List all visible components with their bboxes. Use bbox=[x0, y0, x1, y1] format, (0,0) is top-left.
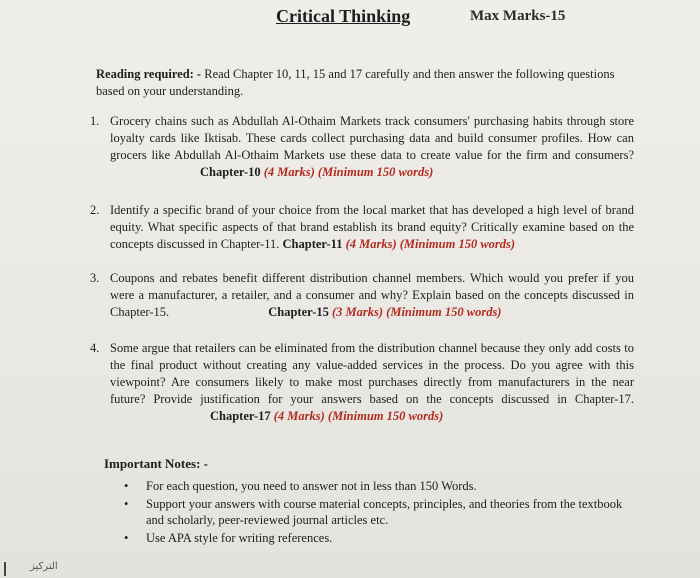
header bbox=[0, 6, 700, 30]
question-number: 1. bbox=[90, 114, 100, 128]
question-number: 3. bbox=[90, 271, 100, 285]
question-number: 4. bbox=[90, 341, 100, 355]
footer-strip bbox=[0, 560, 700, 578]
page-title: Critical Thinking bbox=[276, 6, 411, 26]
divider bbox=[4, 562, 6, 576]
bullet-icon: • bbox=[124, 497, 129, 511]
question-requirement: (4 Marks) (Minimum 150 words) bbox=[345, 237, 516, 251]
note-item bbox=[120, 496, 640, 528]
question-text: Grocery chains such as Abdullah Al-Othaim Markets track consumers' purchasing habits through store loyalty cards like Iktisab. These cards collect purchasing data and build consumer profiles. How can grocers like Abdullah Al-Othaim Markets use these data to create value for the firm and consumers? bbox=[110, 114, 634, 162]
max-marks: Max Marks-15 bbox=[470, 8, 566, 24]
important-notes-list bbox=[120, 478, 640, 548]
question-requirement: (4 Marks) (Minimum 150 words) bbox=[273, 409, 444, 423]
question-4 bbox=[110, 340, 634, 425]
question-1 bbox=[110, 113, 634, 181]
question-requirement: (3 Marks) (Minimum 150 words) bbox=[332, 305, 502, 319]
important-notes-heading: Important Notes: - bbox=[104, 456, 208, 471]
reading-required-text: Read Chapter 10, 11, 15 and 17 carefully and then answer the following questions based on your understanding. bbox=[96, 67, 615, 98]
question-chapter: Chapter-10 bbox=[200, 165, 261, 179]
question-text: Some argue that retailers can be eliminated from the distribution channel because they only add costs to the final product without creating any value-added services in the process. Do you agree with this viewpoint? Are consumers likely to make most purchases directly from manufacturers in the near future? Provide justification for your answers based on the concepts discussed in Chapter-17. bbox=[110, 341, 634, 406]
note-text: Use APA style for writing references. bbox=[146, 531, 333, 545]
question-chapter: Chapter-15 bbox=[268, 305, 329, 319]
question-requirement: (4 Marks) (Minimum 150 words) bbox=[263, 165, 434, 179]
reading-required bbox=[96, 66, 638, 100]
question-3 bbox=[110, 270, 634, 321]
question-number: 2. bbox=[90, 203, 100, 217]
note-item bbox=[120, 478, 640, 494]
question-text: Coupons and rebates benefit different distribution channel members. Which would you prefer if you were a manufacturer, a retailer, and a consumer and why? Explain based on the concepts discussed in Chapter-15. bbox=[110, 271, 634, 319]
bullet-icon: • bbox=[124, 531, 129, 545]
note-text: For each question, you need to answer not in less than 150 Words. bbox=[146, 479, 477, 493]
reading-required-label: Reading required: - bbox=[96, 67, 205, 81]
question-chapter: Chapter-11 bbox=[282, 237, 343, 251]
note-item bbox=[120, 530, 640, 546]
question-chapter: Chapter-17 bbox=[210, 409, 271, 423]
bullet-icon: • bbox=[124, 479, 129, 493]
question-text: Identify a specific brand of your choice from the local market that has developed a high level of brand equity. What specific aspects of that brand establish its brand equity? Critically examine based on the concepts discussed in Chapter-11. bbox=[110, 203, 634, 251]
focus-badge[interactable]: التركيز bbox=[30, 561, 58, 572]
note-text: Support your answers with course material concepts, principles, and theories from the textbook and scholarly, peer-reviewed journal articles etc. bbox=[146, 497, 623, 527]
question-2 bbox=[110, 202, 634, 253]
